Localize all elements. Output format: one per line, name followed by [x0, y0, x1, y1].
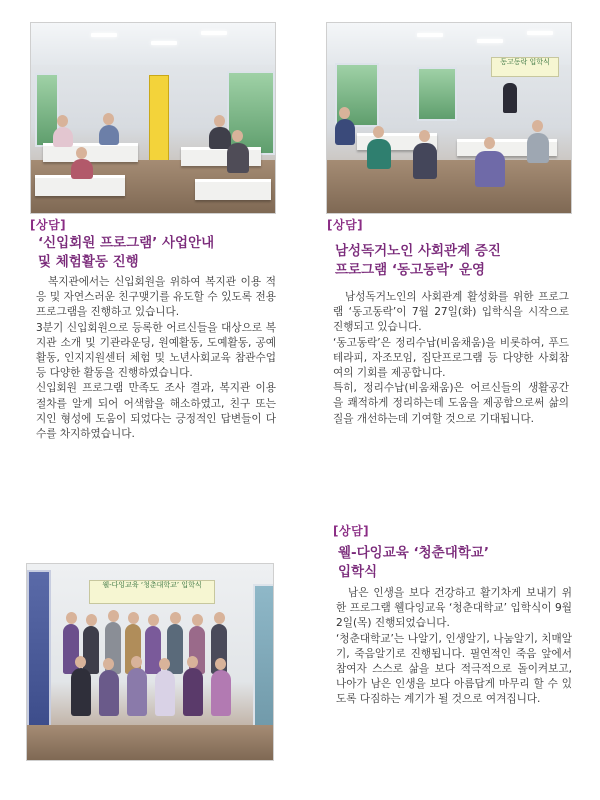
article-3-paragraph-1: 남은 인생을 보다 건강하고 활기차게 보내기 위한 프로그램 웰다잉교육 ‘청춘대학교’ 입학식이 9월 2일(목) 진행되었습니다. [336, 587, 572, 630]
article-3-title [338, 544, 572, 582]
article-2-body [333, 290, 569, 427]
article-2-tag: [상담] [327, 218, 364, 232]
banner-youth-university: 웰-다잉교육 ‘청춘대학교’ 입학식 [89, 580, 215, 604]
photo-new-member-program [30, 22, 276, 214]
article-1-body [36, 275, 276, 442]
article-2-title [335, 242, 575, 280]
article-1-paragraph-2: 3분기 신입회원으로 등록한 어르신들을 대상으로 복지관 소개 및 기관라운딩, 원예활동, 도예활동, 공예활동, 인지지원센터 체험 및 노년사회교육 참관수업 등 다양한 활동을 진행하였습니다. [36, 321, 276, 380]
article-1-paragraph-3: 신입회원 프로그램 만족도 조사 결과, 복지관 이용 절차를 알게 되어 어색함을 해소하였고, 친구 또는 지인 형성에 도움이 되었다는 긍정적인 답변들이 다수를 차지하였습니다. [36, 382, 276, 441]
article-1-title [38, 234, 278, 272]
article-1-title-line-1: ‘신입회원 프로그램’ 사업안내 [38, 235, 215, 251]
article-3-title-line-2: 입학식 [338, 564, 378, 580]
article-2-paragraph-3: 특히, 정리수납(비움채움)은 어르신들의 생활공간을 쾌적하게 정리하는데 도움을 제공함으로써 삶의 질을 개선하는데 기여할 것으로 기대됩니다. [333, 382, 569, 425]
photo-donggo-dongrak [326, 22, 572, 214]
banner-donggo-dongrak: 동고동락 입학식 [491, 57, 559, 77]
article-1-title-line-2: 및 체험활동 진행 [38, 254, 139, 270]
article-3-paragraph-2: ‘청춘대학교’는 나알기, 인생알기, 나눔알기, 치매알기, 죽음알기로 진행됩니다. 필연적인 죽음 앞에서 참여자 스스로 삶을 보다 적극적으로 돌이켜보고, 나아가 남은 인생을 보다 아름답게 마무리 할 수 있도록 다짐하는 계기가 될 것으로 여겨집니다. [336, 632, 572, 706]
photo-youth-university [26, 563, 274, 761]
article-3-tag: [상담] [333, 524, 370, 538]
article-3-title-line-1: 웰-다잉교육 ‘청춘대학교’ [338, 545, 489, 561]
article-2-paragraph-2: ‘동고동락’은 정리수납(비움채움)을 비롯하여, 푸드테라피, 자조모임, 집단프로그램 등 다양한 사회참여의 기회를 제공합니다. [333, 336, 569, 380]
article-1-paragraph-1: 복지관에서는 신입회원을 위하여 복지관 이용 적응 및 자연스러운 친구맺기를 유도할 수 있도록 전용 프로그램을 진행하고 있습니다. [36, 276, 276, 319]
article-2-paragraph-1: 남성독거노인의 사회관계 활성화를 위한 프로그램 ‘동고동락’이 7월 27일(화) 입학식을 시작으로 진행되고 있습니다. [333, 291, 569, 334]
article-2-title-line-1: 남성독거노인 사회관계 증진 [335, 243, 501, 259]
article-2-title-line-2: 프로그램 ‘동고동락’ 운영 [335, 262, 486, 278]
article-3-body [336, 586, 572, 708]
article-1-tag: [상담] [30, 218, 67, 232]
